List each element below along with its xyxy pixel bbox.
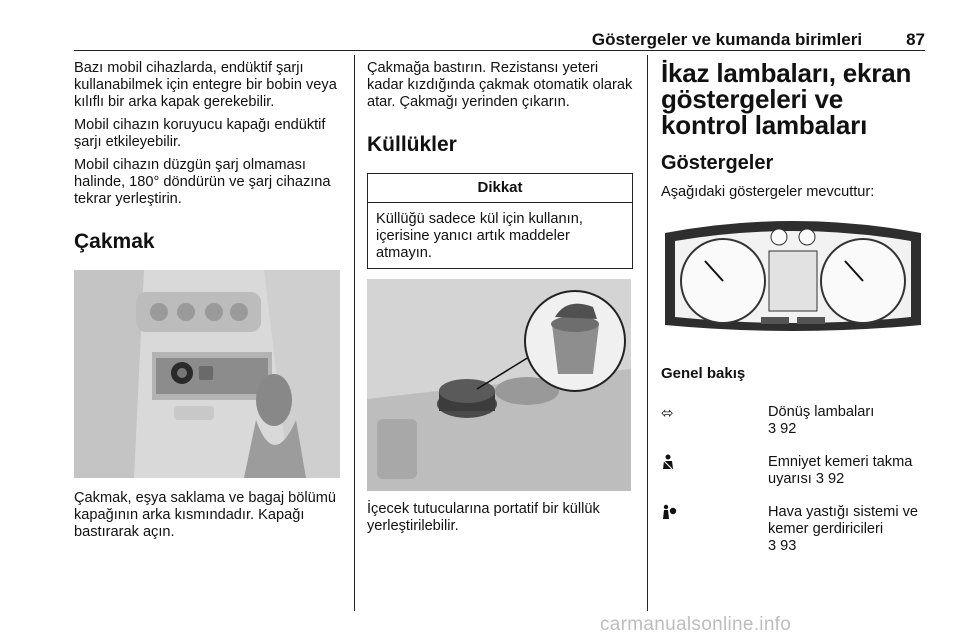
page-reference: 3 92 xyxy=(815,471,845,487)
figure-caption: İçecek tutucularına portatif bir küllük yerleştirilebilir. xyxy=(367,501,600,534)
figure-caption: Çakmak, eşya saklama ve bagaj bölümü kapağının arka kısmındadır. Kapağı bastırarak açın. xyxy=(74,490,337,540)
notice-body: Küllüğü sadece kül için kullanın, içerisine yanıcı artık maddeler atmayın. xyxy=(376,211,583,261)
subheading-gauges: Göstergeler xyxy=(661,152,774,174)
notice-box xyxy=(367,173,633,269)
section-heading-ashtrays: Küllükler xyxy=(367,133,457,156)
section-heading-lighter: Çakmak xyxy=(74,230,155,253)
indicator-label: Emniyet kemeri takma uyarısı xyxy=(768,454,913,487)
page-number: 87 xyxy=(906,30,925,49)
page-reference: 3 92 xyxy=(768,421,797,437)
instrument-cluster-illustration xyxy=(661,213,925,335)
watermark: carmanualsonline.info xyxy=(600,614,792,635)
paragraph: Bazı mobil cihazlarda, endüktif şarjı kullanabilmek için entegre bir bobin veya kılıflı bir arka kapak gerekebilir. xyxy=(74,60,337,110)
page-reference: 3 93 xyxy=(768,538,797,554)
column-divider-1 xyxy=(354,55,355,611)
ashtray-illustration xyxy=(367,279,631,491)
header-title: Göstergeler ve kumanda birimleri xyxy=(591,30,863,49)
column-2 xyxy=(367,60,633,541)
paragraph: Çakmağa bastırın. Rezistansı yeteri kadar kızdığında çakmak otomatik olarak atar. Çakmağı yerinden çıkarın. xyxy=(367,60,633,110)
indicator-label: Hava yastığı sistemi ve kemer gerdiricileri xyxy=(768,504,919,537)
indicator-label: Dönüş lambaları xyxy=(768,404,875,420)
airbag-icon xyxy=(661,504,677,524)
paragraph: Aşağıdaki göstergeler mevcuttur: xyxy=(661,184,875,200)
paragraph: Mobil cihazın koruyucu kapağı endüktif şarjı etkileyebilir. xyxy=(74,117,326,150)
paragraph: Mobil cihazın düzgün şarj olmaması halinde, 180° döndürün ve şarj cihazına tekrar yerleştirin. xyxy=(74,157,331,207)
overview-heading: Genel bakış xyxy=(661,365,746,382)
chapter-heading: İkaz lambaları, ekran göstergeleri ve kontrol lambaları xyxy=(661,58,912,140)
turn-signal-icon: ⬄ xyxy=(661,405,674,422)
column-1 xyxy=(74,60,344,547)
column-divider-2 xyxy=(647,55,648,611)
column-3 xyxy=(661,60,927,604)
indicator-list xyxy=(661,404,927,604)
header-divider xyxy=(74,50,925,51)
notice-title: Dikkat xyxy=(368,174,632,203)
seatbelt-icon xyxy=(661,454,675,474)
lighter-illustration xyxy=(74,270,340,478)
